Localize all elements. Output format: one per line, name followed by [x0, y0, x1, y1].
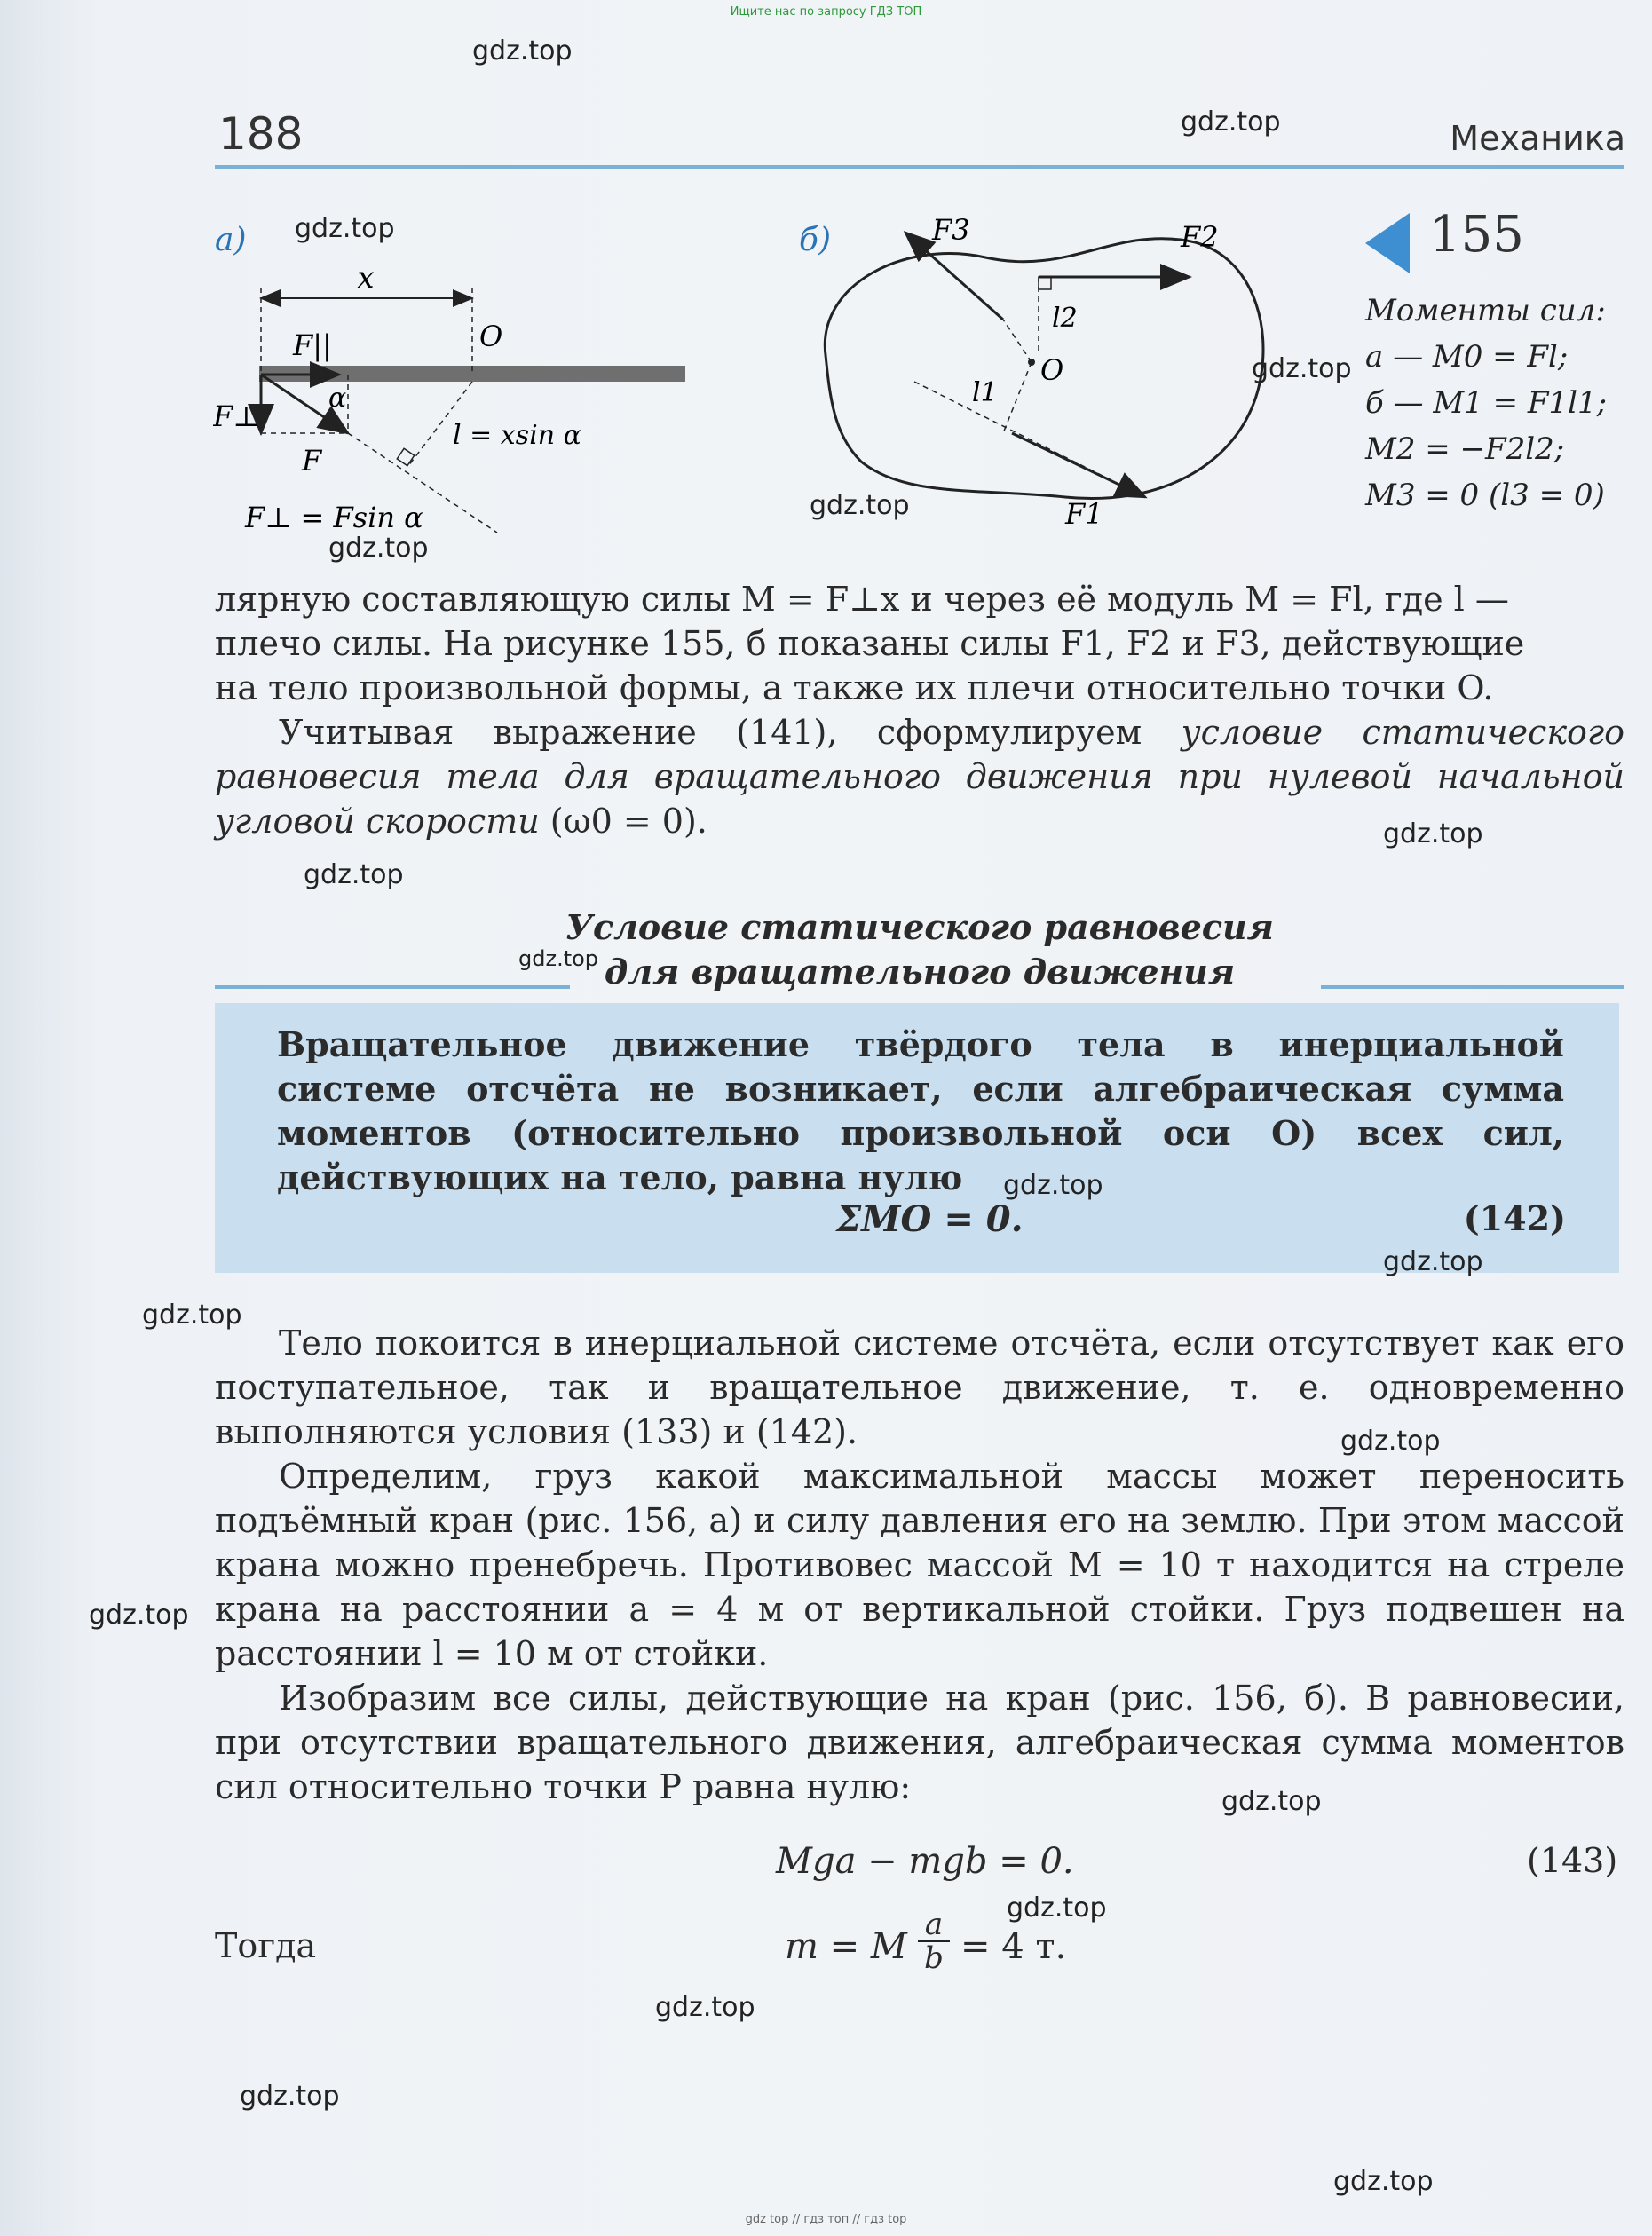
caption-marker-icon [1365, 213, 1410, 273]
watermark: gdz.top [89, 1600, 189, 1631]
watermark: gdz.top [295, 213, 395, 244]
paragraph-condition-end: (ω0 = 0). [539, 802, 707, 841]
fraction-denominator: b [924, 1940, 944, 1976]
watermark: gdz.top [1181, 107, 1281, 138]
watermark: gdz.top [472, 36, 573, 67]
figure-number: 155 [1429, 206, 1524, 264]
then-word: Тогда [215, 1926, 317, 1965]
paragraph-condition-italic: условие статического равновесия тела для вращательного движения при нулевой начальной угловой скорости [215, 713, 1624, 841]
caption-line-a: а — M0 = Fl; [1365, 339, 1569, 375]
watermark: gdz.top [1383, 1246, 1483, 1277]
top-notice: Ищите нас по запросу ГДЗ ТОП [730, 5, 922, 19]
watermark: gdz.top [1333, 2166, 1434, 2197]
bottom-notice: gdz top // гдз топ // гдз top [745, 2213, 907, 2226]
paragraph-condition-start: Учитывая выражение (141), сформулируем [279, 713, 1182, 752]
equation-fraction [918, 1908, 950, 1974]
watermark: gdz.top [1383, 818, 1483, 849]
rule-text: Вращательное движение твёрдого тела в инерциальной системе отсчёта не возникает, если алгебраическая сумма моментов (относительно произвольной оси O) всех сил, действующих на тело, равна нулю [277, 1024, 1564, 1197]
F-perp-equation: F⊥ = Fsin α [245, 501, 423, 534]
paragraph-crane: Определим, груз какой максимальной массы может переносить подъёмный кран (рис. 156, а) и силу давления его на землю. При этом массой крана можно пренебречь. Противовес массой M = 10 т находится на стреле крана на расстоянии a = 4 м от вертикальной стойки. Груз подвешен на расстоянии l = 10 м от стойки. [215, 1457, 1624, 1673]
watermark: gdz.top [328, 533, 429, 564]
watermark: gdz.top [1340, 1426, 1441, 1457]
rule-eq-number: (142) [1463, 1198, 1566, 1238]
rule-formula: ΣMO = 0. [836, 1198, 1024, 1240]
caption-line-b3: M3 = 0 (l3 = 0) [1365, 478, 1605, 513]
watermark: gdz.top [518, 946, 599, 971]
l2-label: l2 [1052, 303, 1078, 334]
watermark: gdz.top [240, 2081, 340, 2112]
equation-m-right: = 4 т. [960, 1926, 1067, 1967]
figure-155a [213, 249, 710, 541]
l-equation: l = xsin α [453, 420, 581, 451]
paragraph-forces: Изобразим все силы, действующие на кран (рис. 156, б). В равновесии, при отсутствии вращательного движения, алгебраическая сумма моментов сил относительно точки P равна нулю: [215, 1679, 1624, 1806]
F-perp-label: F⊥ [213, 399, 260, 433]
header-rule [215, 165, 1624, 169]
F2-label: F2 [1181, 220, 1219, 254]
fraction-numerator: a [918, 1908, 950, 1942]
F-label: F [302, 444, 322, 478]
running-header: Механика [1450, 119, 1625, 158]
heading-rule-right [1321, 985, 1624, 989]
watermark: gdz.top [1003, 1170, 1103, 1201]
x-label: x [357, 260, 375, 296]
watermark: gdz.top [1007, 1892, 1107, 1924]
paragraph-rest: Тело покоится в инерциальной системе отсчёта, если отсутствует как его поступательное, так и вращательное движение, т. е. одновременно выполняются условия (133) и (142). [215, 1323, 1624, 1451]
point-O-b: O [1040, 353, 1064, 387]
caption-title: Моменты сил: [1365, 293, 1606, 328]
l1-label: l1 [972, 377, 998, 408]
equation-143-number: (143) [1527, 1841, 1618, 1880]
paragraph-line: на тело произвольной формы, а также их плечи относительно точки O. [215, 668, 1494, 707]
page-number: 188 [218, 108, 304, 160]
F3-label: F3 [932, 213, 970, 247]
rule-box [215, 1003, 1619, 1273]
caption-line-b1: б — M1 = F1l1; [1365, 385, 1608, 421]
watermark: gdz.top [142, 1300, 242, 1331]
caption-line-b2: M2 = −F2l2; [1365, 431, 1565, 467]
figure-label-a: а) [215, 222, 247, 258]
equation-m-left: m = M [785, 1926, 907, 1967]
watermark: gdz.top [810, 490, 910, 521]
point-O-a: O [479, 320, 503, 353]
watermark: gdz.top [655, 1992, 755, 2023]
heading-rule-left [215, 985, 570, 989]
figure-label-b: б) [799, 222, 832, 258]
section-heading [215, 905, 1624, 994]
paragraph-block-2 [215, 1321, 1624, 1809]
heading-line-2: для вращательного движения [604, 952, 1236, 992]
F1-label: F1 [1065, 497, 1103, 531]
equation-143: Mga − mgb = 0. [776, 1841, 1074, 1882]
alpha-label: α [328, 383, 347, 414]
watermark: gdz.top [1221, 1786, 1322, 1817]
heading-line-1: Условие статического равновесия [565, 907, 1274, 947]
paragraph-block-1 [215, 577, 1624, 843]
watermark: gdz.top [304, 859, 404, 890]
F-parallel-label: F|| [293, 328, 332, 362]
paragraph-line: плечо силы. На рисунке 155, б показаны силы F1, F2 и F3, действующие [215, 624, 1525, 663]
watermark: gdz.top [1252, 353, 1352, 384]
paragraph-line: лярную составляющую силы M = F⊥x и через её модуль M = Fl, где l — [215, 580, 1509, 619]
